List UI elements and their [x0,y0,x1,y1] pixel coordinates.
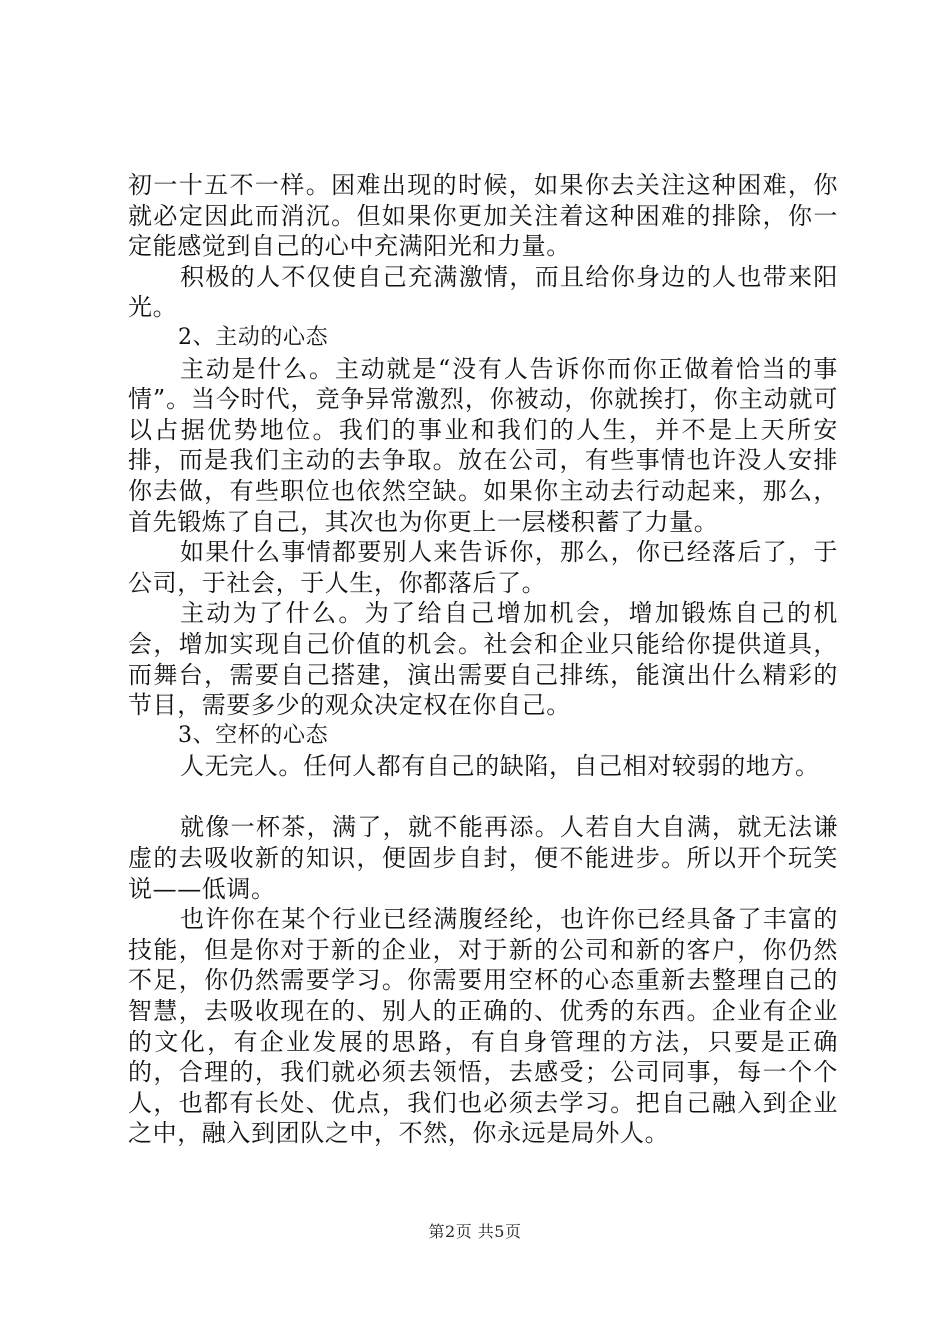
section-heading-proactive: 2、主动的心态 [178,324,329,350]
section-heading-empty-cup: 3、空杯的心态 [178,722,329,748]
paragraph: 人无完人。任何人都有自己的缺陷，自己相对较弱的地方。 [180,752,820,781]
paragraph: 就像一杯茶，满了，就不能再添。人若自大自满，就无法谦虚的去吸收新的知识，便固步自封，便不能进步。所以开个玩笑说——低调。 [128,813,838,903]
document-body [128,170,838,1149]
paragraph: 主动为了什么。为了给自己增加机会，增加锻炼自己的机会，增加实现自己价值的机会。社会和企业只能给你提供道具，而舞台，需要自己搭建，演出需要自己排练，能演出什么精彩的节目，需要多少的观众决定权在你自己。 [128,599,838,720]
paragraph: 积极的人不仅使自己充满激情，而且给你身边的人也带来阳光。 [128,262,838,322]
paragraph-continuation: 初一十五不一样。困难出现的时候，如果你去关注这种困难，你就必定因此而消沉。但如果你更加关注着这种困难的排除，你一定能感觉到自己的心中充满阳光和力量。 [128,171,838,261]
paragraph: 主动是什么。主动就是“没有人告诉你而你正做着恰当的事情”。当今时代，竞争异常激烈，你被动，你就挨打，你主动就可以占据优势地位。我们的事业和我们的人生，并不是上天所安排，而是我们主动的去争取。放在公司，有些事情也许没人安排你去做，有些职位也依然空缺。如果你主动去行动起来，那么，首先锻炼了自己，其次也为你更上一层楼积蓄了力量。 [128,354,838,536]
paragraph: 如果什么事情都要别人来告诉你，那么，你已经落后了，于公司，于社会，于人生，你都落后了。 [128,538,838,597]
paragraph: 也许你在某个行业已经满腹经纶，也许你已经具备了丰富的技能，但是你对于新的企业，对于新的公司和新的客户，你仍然不足，你仍然需要学习。你需要用空杯的心态重新去整理自己的智慧，去吸收现在的、别人的正确的、优秀的东西。企业有企业的文化，有企业发展的思路，有自身管理的方法，只要是正确的，合理的，我们就必须去领悟，去感受；公司同事，每一个个人，也都有长处、优点，我们也必须去学习。把自己融入到企业之中，融入到团队之中，不然，你永远是局外人。 [128,905,838,1148]
page-number-footer: 第2页 共5页 [428,1222,522,1241]
